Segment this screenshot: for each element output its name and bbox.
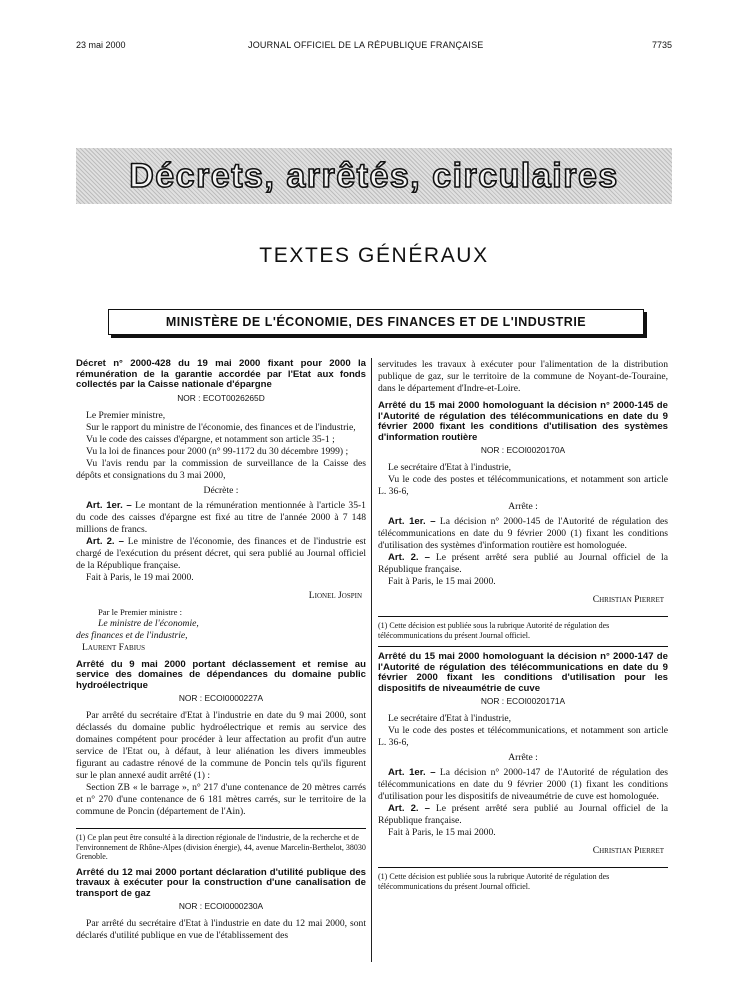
header-journal-title: JOURNAL OFFICIEL DE LA RÉPUBLIQUE FRANÇAISE	[248, 40, 484, 50]
decret-article	[76, 359, 366, 654]
decret-decrete: Décrète :	[203, 484, 239, 496]
separator	[378, 646, 668, 647]
decret-p3: Vu le code des caisses d'épargne, et notamment son article 35-1 ;	[86, 433, 335, 445]
arrete2-continuation: servitudes les travaux à exécuter pour l'alimentation de la distribution publique de gaz, sur le territoire de la commune de Noyant-de-Touraine, dans le département d'Indre-et-Loire.	[378, 359, 668, 394]
decret-p4: Vu la loi de finances pour 2000 (n° 99-1172 du 30 décembre 1999) ;	[86, 445, 349, 457]
arrete4-fait: Fait à Paris, le 15 mai 2000.	[388, 827, 496, 838]
header-date: 23 mai 2000	[76, 40, 126, 50]
decret-p1: Le Premier ministre,	[86, 409, 166, 421]
decret-signature-1: Lionel Jospin	[308, 589, 362, 601]
arrete2-p1: Par arrêté du secrétaire d'Etat à l'industrie en date du 12 mai 2000, sont déclarés d'utilité publique en vue de l'établissement des	[76, 918, 366, 941]
decret-art1-text: Le montant de la rémunération mentionnée à l'article 35-1 du code des caisses d'épargne est fixé au titre de l'année 2000 à 7 148 millions de francs.	[76, 499, 366, 535]
arrete3-arrete: Arrête :	[508, 501, 538, 512]
decret-p2: Sur le rapport du ministre de l'économie, des finances et de l'industrie,	[86, 421, 356, 433]
arrete3-signature: Christian Pierret	[592, 594, 664, 605]
arrete3-p1: Le secrétaire d'Etat à l'industrie,	[388, 462, 512, 473]
arrete1-nor: NOR : ECOI0000227A	[178, 693, 264, 703]
decret-art1-label: Art. 1er. –	[86, 499, 132, 511]
arrete4-art1-label: Art. 1er. –	[388, 767, 436, 778]
header-page-number: 7735	[651, 40, 672, 50]
arrete-1	[76, 660, 366, 862]
arrete4-footnote: (1) Cette décision est publiée sous la rubrique Autorité de régulation des télécommunications du présent Journal officiel.	[378, 867, 668, 891]
arrete4-art1-text: La décision n° 2000-147 de l'Autorité de régulation des télécommunications en date du 9 février 2000 (1) fixant les conditions d'utilisation pour les dispositifs de niveaumétrie de cuve est homologuée.	[378, 767, 669, 802]
arrete4-art2	[378, 803, 668, 827]
left-column	[76, 359, 366, 942]
arrete4-signature: Christian Pierret	[592, 845, 664, 856]
decret-art2-label: Art. 2. –	[86, 535, 124, 547]
decret-art1	[76, 500, 366, 536]
arrete3-art1	[378, 516, 668, 552]
decret-par: Par le Premier ministre :	[98, 606, 183, 617]
arrete4-art1	[378, 767, 668, 803]
arrete4-arrete: Arrête :	[508, 752, 538, 763]
arrete-3	[378, 401, 668, 640]
arrete3-fait: Fait à Paris, le 15 mai 2000.	[388, 576, 496, 587]
arrete3-p2: Vu le code des postes et télécommunications, et notamment son article L. 36-6,	[378, 474, 668, 497]
decret-role-1: Le ministre de l'économie,	[98, 617, 199, 629]
arrete-2	[76, 868, 366, 943]
arrete1-p2: Section ZB « le barrage », n° 217 d'une contenance de 20 mètres carrés et n° 270 d'une contenance de 6 181 mètres carrés, sur le territoire de la commune de Poncin (département de l'Ain).	[76, 782, 366, 817]
arrete2-title: Arrêté du 12 mai 2000 portant déclaration d'utilité publique des travaux à exécuter pour la construction d'une canalisation de transport de gaz	[76, 866, 366, 899]
banner-title: Décrets, arrêtés, circulaires	[129, 156, 619, 195]
arrete1-footnote: (1) Ce plan peut être consulté à la direction régionale de l'industrie, de la recherche et de l'environnement de Rhône-Alpes (division énergie), 44, avenue Marcelin-Berthelot, 38030 Grenoble.	[76, 828, 366, 862]
arrete1-title: Arrêté du 9 mai 2000 portant déclassement et remise au service des domaines de dépendances du domaine public hydroélectrique	[76, 658, 366, 691]
arrete3-art1-text: La décision n° 2000-145 de l'Autorité de régulation des télécommunications en date du 9 février 2000 (1) fixant les conditions d'utilisation des systèmes d'information routière est homologuée.	[378, 516, 669, 551]
arrete3-art2-text: Le présent arrêté sera publié au Journal officiel de la République française.	[378, 552, 668, 575]
decret-title: Décret n° 2000-428 du 19 mai 2000 fixant pour 2000 la rémunération de la garantie accordée par l'Etat aux fonds collectés par la Caisse nationale d'épargne	[76, 358, 366, 390]
arrete4-title: Arrêté du 15 mai 2000 homologuant la décision n° 2000-147 de l'Autorité de régulation des télécommunications en date du 9 février 2000 fixant les conditions d'utilisation pour les dispositifs de niveaumétrie de cuve	[378, 651, 668, 694]
arrete4-p2: Vu le code des postes et télécommunications, et notamment son article L. 36-6,	[378, 725, 668, 748]
column-divider	[371, 358, 372, 962]
section-heading: TEXTES GÉNÉRAUX	[259, 244, 489, 267]
arrete1-p1: Par arrêté du secrétaire d'Etat à l'industrie en date du 9 mai 2000, sont déclassés du domaine public hydroélectrique et remis au service des domaines compétent pour procéder à leur affectation au profit d'un autre service de l'Etat ou, à défaut, à leur aliénation les divers immeubles figurant au cadastre rénové de la commune de Poncin tels qu'ils figurent sur le plan annexé audit arrêté (1) :	[76, 710, 366, 781]
arrete3-art2-label: Art. 2. –	[388, 552, 431, 563]
arrete3-art2	[378, 552, 668, 576]
arrete4-art2-text: Le présent arrêté sera publié au Journal officiel de la République française.	[378, 803, 668, 826]
decret-nor: NOR : ECOT0026265D	[177, 392, 265, 403]
arrete4-p1: Le secrétaire d'Etat à l'industrie,	[388, 713, 512, 724]
arrete4-art2-label: Art. 2. –	[388, 803, 431, 814]
arrete4-nor: NOR : ECOI0020171A	[480, 696, 566, 706]
arrete3-art1-label: Art. 1er. –	[388, 516, 436, 527]
decret-role-2: des finances et de l'industrie,	[76, 629, 188, 641]
right-column	[378, 359, 668, 891]
decret-fait: Fait à Paris, le 19 mai 2000.	[86, 571, 194, 583]
decret-signature-2: Laurent Fabius	[82, 641, 145, 653]
arrete3-footnote: (1) Cette décision est publiée sous la rubrique Autorité de régulation des télécommunications du présent Journal officiel.	[378, 616, 668, 640]
arrete-4	[378, 652, 668, 891]
decret-p5: Vu l'avis rendu par la commission de surveillance de la Caisse des dépôts et consignations du 3 mai 2000,	[76, 457, 366, 481]
page-header	[0, 40, 748, 56]
section-banner	[76, 148, 672, 204]
arrete2-nor: NOR : ECOI0000230A	[178, 901, 264, 911]
arrete3-nor: NOR : ECOI0020170A	[480, 445, 566, 455]
arrete3-title: Arrêté du 15 mai 2000 homologuant la décision n° 2000-145 de l'Autorité de régulation des télécommunications en date du 9 février 2000 fixant les conditions d'utilisation des systèmes d'information routière	[378, 400, 668, 443]
decret-art2	[76, 536, 366, 572]
ministry-box: MINISTÈRE DE L'ÉCONOMIE, DES FINANCES ET DE L'INDUSTRIE	[108, 309, 644, 335]
decret-art2-text: Le ministre de l'économie, des finances et de l'industrie est chargé de l'exécution du présent décret, qui sera publié au Journal officiel de la République française.	[76, 535, 366, 571]
